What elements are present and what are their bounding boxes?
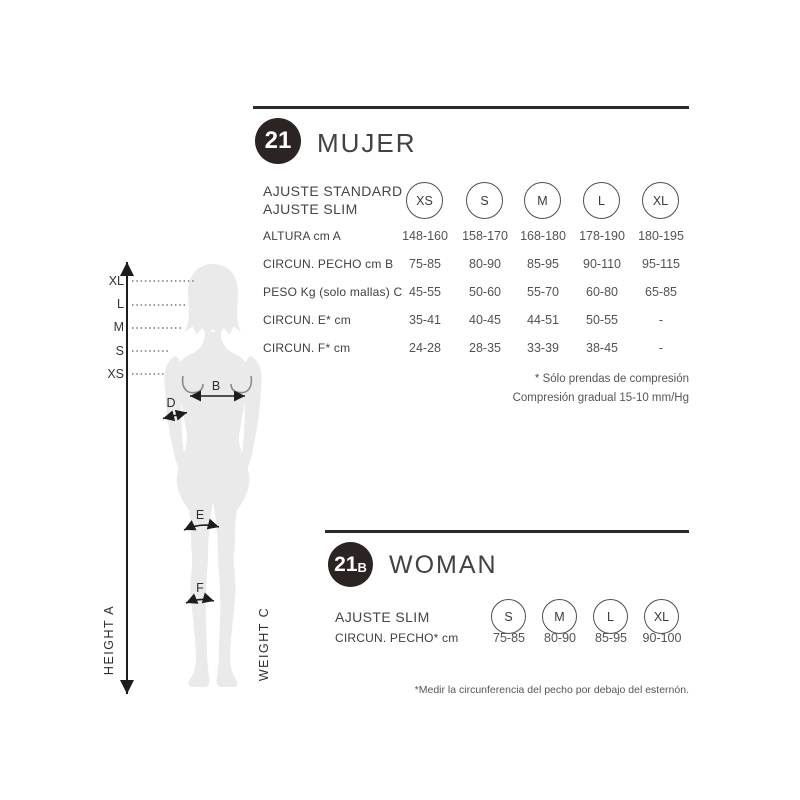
woman-top-rule	[325, 530, 689, 533]
table-cell: 85-95	[527, 257, 559, 271]
scale-label-m: M	[113, 320, 124, 334]
size-circle-label: L	[598, 193, 605, 208]
measure-label-d: D	[166, 396, 176, 410]
table-cell: -	[658, 341, 664, 355]
table-cell: 158-170	[462, 229, 508, 243]
table-cell: 44-51	[527, 313, 559, 327]
woman-badge-number: 21	[334, 552, 358, 576]
size-circle-label: M	[537, 193, 548, 208]
mujer-fit-line1: AJUSTE STANDARD	[263, 183, 403, 199]
height-axis-label: HEIGHT A	[102, 604, 116, 676]
mujer-size-circle-xs	[406, 182, 443, 219]
table-cell: 28-35	[469, 341, 501, 355]
mujer-badge-number: 21	[264, 127, 292, 154]
size-circle-label: L	[607, 609, 614, 624]
mujer-size-circle-m	[524, 182, 561, 219]
table-cell: 168-180	[520, 229, 566, 243]
row-label-circun-f: CIRCUN. F* cm	[263, 341, 351, 355]
row-label-circun-e: CIRCUN. E* cm	[263, 313, 351, 327]
scale-label-xs: XS	[107, 367, 124, 381]
mujer-badge	[255, 118, 301, 164]
bust-curve-right	[231, 376, 251, 393]
size-circle-label: XL	[652, 193, 669, 208]
mujer-top-rule	[253, 106, 689, 109]
table-cell: 148-160	[402, 229, 448, 243]
table-cell: 90-100	[642, 631, 682, 645]
size-circle-label: S	[480, 193, 489, 208]
row-label-peso: PESO Kg (solo mallas) C	[263, 285, 403, 299]
mujer-fit-line2: AJUSTE SLIM	[263, 201, 358, 217]
scale-label-l: L	[117, 297, 124, 311]
table-cell: 55-70	[527, 285, 559, 299]
row-label-altura: ALTURA cm A	[263, 229, 341, 243]
woman-size-circle-l	[593, 599, 628, 634]
woman-size-circle-xl	[644, 599, 679, 634]
arm-width-arrow-d	[163, 413, 187, 419]
calf-width-arrow-f	[186, 599, 214, 603]
scale-label-s: S	[115, 344, 124, 358]
table-cell: 60-80	[586, 285, 618, 299]
woman-title: WOMAN	[389, 551, 498, 579]
table-cell: 45-55	[409, 285, 441, 299]
mujer-footnote-compression: * Sólo prendas de compresión	[534, 373, 689, 385]
woman-fit-label: AJUSTE SLIM	[335, 609, 430, 625]
woman-footnote-measure: *Medir la circunferencia del pecho por debajo del esternón.	[414, 684, 689, 696]
woman-badge	[328, 542, 373, 587]
measure-label-f: F	[196, 581, 204, 595]
measure-label-b: B	[211, 379, 221, 393]
table-cell: 75-85	[493, 631, 525, 645]
size-circle-label: M	[554, 609, 565, 624]
table-cell: 80-90	[544, 631, 576, 645]
table-cell: 90-110	[583, 257, 621, 271]
measure-label-e: E	[195, 508, 205, 522]
mujer-fit-heading	[263, 182, 403, 218]
woman-size-circle-m	[542, 599, 577, 634]
table-cell: 40-45	[469, 313, 501, 327]
mujer-footnote-gradual: Compresión gradual 15-10 mm/Hg	[512, 392, 689, 404]
table-cell: 33-39	[527, 341, 559, 355]
size-circle-label: S	[504, 609, 513, 624]
mujer-size-circle-s	[466, 182, 503, 219]
table-cell: -	[658, 313, 664, 327]
thigh-width-arrow-e	[184, 525, 219, 530]
table-cell: 85-95	[595, 631, 627, 645]
table-cell: 65-85	[645, 285, 677, 299]
table-cell: 35-41	[409, 313, 441, 327]
mujer-title: MUJER	[317, 128, 417, 158]
table-cell: 38-45	[586, 341, 618, 355]
weight-axis-label: WEIGHT C	[257, 606, 271, 682]
table-cell: 75-85	[409, 257, 441, 271]
bust-curve-left	[183, 376, 203, 393]
table-cell: 50-55	[586, 313, 618, 327]
table-cell: 50-60	[469, 285, 501, 299]
table-cell: 24-28	[409, 341, 441, 355]
size-circle-label: XL	[653, 609, 670, 624]
table-cell: 95-115	[642, 257, 680, 271]
woman-row-label-pecho: CIRCUN. PECHO* cm	[335, 631, 459, 645]
size-circle-label: XS	[416, 193, 433, 208]
table-cell: 178-190	[579, 229, 625, 243]
scale-label-xl: XL	[108, 274, 124, 288]
mujer-size-circle-l	[583, 182, 620, 219]
table-cell: 180-195	[638, 229, 684, 243]
row-label-pecho: CIRCUN. PECHO cm B	[263, 257, 394, 271]
woman-size-circle-s	[491, 599, 526, 634]
mujer-size-circle-xl	[642, 182, 679, 219]
woman-badge-letter: B	[357, 560, 367, 575]
table-cell: 80-90	[469, 257, 501, 271]
